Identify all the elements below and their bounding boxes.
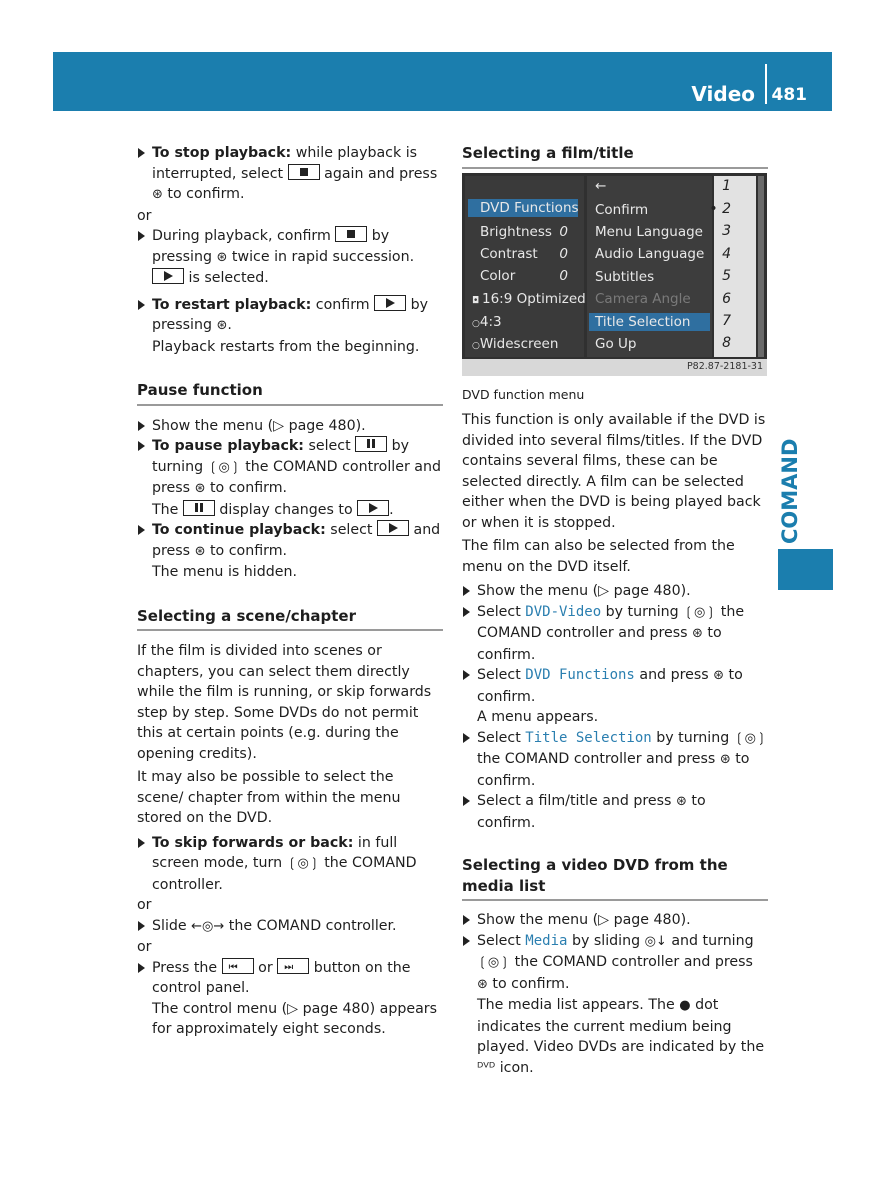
slide-down-icon: ◎↓ [644, 933, 667, 949]
press-icon: ⊛ [216, 318, 228, 333]
turn-icon: ❲◎❳ [207, 459, 241, 475]
list-item: To pause playback: select by turning ❲◎❳ the COMAND controller and press ⊛ to confirm. The display changes to . [137, 436, 443, 520]
section-heading: Selecting a film/title [462, 143, 768, 169]
press-icon: ⊛ [194, 543, 206, 559]
pause-key-icon [183, 500, 215, 516]
screen-number: 6 [722, 291, 731, 307]
screen-menu-back: ← [595, 178, 607, 194]
press-icon: ⊛ [692, 626, 703, 641]
list-item: To restart playback: confirm by pressing ⊛. Playback restarts from the beginning. [137, 295, 443, 358]
turn-icon: ❲◎❳ [477, 955, 511, 970]
screen-item-widescreen: ○Widescreen [472, 336, 559, 352]
turn-icon: ❲◎❳ [683, 604, 717, 620]
section-heading: Pause function [137, 380, 443, 406]
list-item: To continue playback: select and press ⊛ to confirm. The menu is hidden. [137, 520, 443, 583]
or-text: or [137, 939, 152, 955]
or-text: or [137, 207, 152, 224]
dvd-function-screen [462, 173, 767, 359]
list-item: Select a film/title and press ⊛ to confirm. [462, 791, 768, 833]
list-item: Press the ⏮ or ⏭ button on the control panel. The control menu (▷ page 480) appears for approximately eight seconds. [137, 958, 443, 1040]
list-item: Show the menu (▷ page 480). [462, 910, 768, 931]
paragraph: If the film is divided into scenes or chapters, you can select them directly while the film is running, or skip forwards step by step. Some DVDs do not permit this at certain points (e.g. during the opening credits). [137, 643, 432, 762]
screen-camera-angle: Camera Angle [595, 291, 691, 307]
screen-number: 5 [722, 268, 731, 284]
screen-menu-confirm: Confirm [595, 202, 649, 218]
screen-item-169: ◘ 16:9 Optimized [472, 291, 586, 307]
screen-number: 1 [722, 178, 731, 194]
right-column-top [462, 143, 768, 169]
list-item: Select DVD Functions and press ⊛ to confirm. A menu appears. [462, 665, 768, 728]
screen-item-contrast: Contrast 0 [480, 246, 568, 262]
list-item: Select Media by sliding ◎↓ and turning ❲◎❳ the COMAND controller and press ⊛ to confirm. The media list appears. The ● dot indicates the current medium being played. Video DVDs are indicated by the ᴰⱽᴰ icon. [462, 931, 768, 1080]
dvd-icon: ᴰⱽᴰ [477, 1060, 496, 1076]
play-key-icon [377, 520, 409, 536]
screen-go-up: Go Up [595, 336, 637, 352]
figure-caption: DVD function menu [462, 387, 585, 402]
screen-subtitles: Subtitles [595, 269, 655, 285]
paragraph: It may also be possible to select the scene/ chapter from within the menu stored on the DVD. [137, 769, 401, 826]
section-title: Video [691, 82, 755, 106]
or-text: or [137, 897, 152, 913]
stop-key-icon [335, 226, 367, 242]
header-divider [765, 64, 767, 104]
press-icon: ⊛ [152, 187, 163, 202]
screen-item-43: ○4:3 [472, 314, 502, 330]
section-heading: Selecting a scene/chapter [137, 606, 443, 632]
pause-key-icon [355, 436, 387, 452]
press-icon: ⊛ [216, 249, 228, 265]
screen-number: 4 [722, 246, 731, 262]
play-key-icon [357, 500, 389, 516]
list-item: To stop playback: while playback is interrupted, select again and press ⊛ to confirm. [137, 143, 443, 206]
list-item: Slide ←◎→ the COMAND controller. [137, 916, 443, 938]
section-heading: Selecting a video DVD from the media list [462, 855, 768, 901]
turn-icon: ❲◎❳ [733, 730, 767, 746]
list-item: Select DVD-Video by turning ❲◎❳ the COMAND controller and press ⊛ to confirm. [462, 602, 768, 666]
page-number: 481 [771, 85, 807, 105]
screen-item-color: Color 0 [480, 268, 568, 284]
stop-key-icon [288, 164, 320, 180]
press-icon: ⊛ [719, 752, 731, 767]
press-icon: ⊛ [194, 481, 206, 496]
list-item: Select Title Selection by turning ❲◎❳ the COMAND controller and press ⊛ to confirm. [462, 728, 768, 792]
list-item: Show the menu (▷ page 480). [462, 581, 768, 602]
screen-title-selection: Title Selection [589, 313, 710, 331]
screen-menu-language: Menu Language [595, 224, 703, 240]
paragraph: The film can also be selected from the menu on the DVD itself. [462, 538, 735, 575]
skip-back-icon: ⏮ [222, 958, 254, 974]
slide-icon: ←◎→ [191, 918, 225, 934]
screen-reference: P82.87-2181-31 [462, 359, 767, 376]
screen-number: 8 [722, 335, 731, 351]
paragraph: This function is only available if the DVD is divided into several films/titles. If the DVD contains several films, these can be selected directly. A film can be selected either when the DVD is being played back or when it is stopped. [462, 412, 766, 531]
screen-item-brightness: Brightness 0 [480, 224, 568, 240]
skip-forward-icon: ⏭ [277, 958, 309, 974]
list-item: During playback, confirm by pressing ⊛ twice in rapid succession. is selected. [137, 226, 443, 289]
screen-number: • 2 [709, 201, 731, 217]
side-tab-marker [778, 549, 833, 590]
press-icon: ⊛ [713, 668, 725, 683]
screen-item-dvd-functions: DVD Functions [468, 199, 578, 217]
press-icon: ⊛ [477, 976, 488, 992]
screen-scrollbar [758, 176, 764, 357]
turn-icon: ❲◎❳ [286, 856, 320, 871]
list-item: Show the menu (▷ page 480). [137, 416, 443, 437]
screen-number: 3 [722, 223, 731, 239]
press-icon: ⊛ [675, 794, 687, 809]
play-key-icon [152, 268, 184, 284]
list-item: To skip forwards or back: in full screen mode, turn ❲◎❳ the COMAND controller. [137, 833, 443, 896]
screen-number: 7 [722, 313, 731, 329]
dot-icon: ● [679, 998, 691, 1013]
right-column [462, 410, 768, 1079]
side-tab-label: COMAND [778, 438, 802, 544]
play-key-icon [374, 295, 406, 311]
screen-audio-language: Audio Language [595, 246, 705, 262]
left-column [137, 143, 443, 1040]
page-header [53, 52, 832, 111]
